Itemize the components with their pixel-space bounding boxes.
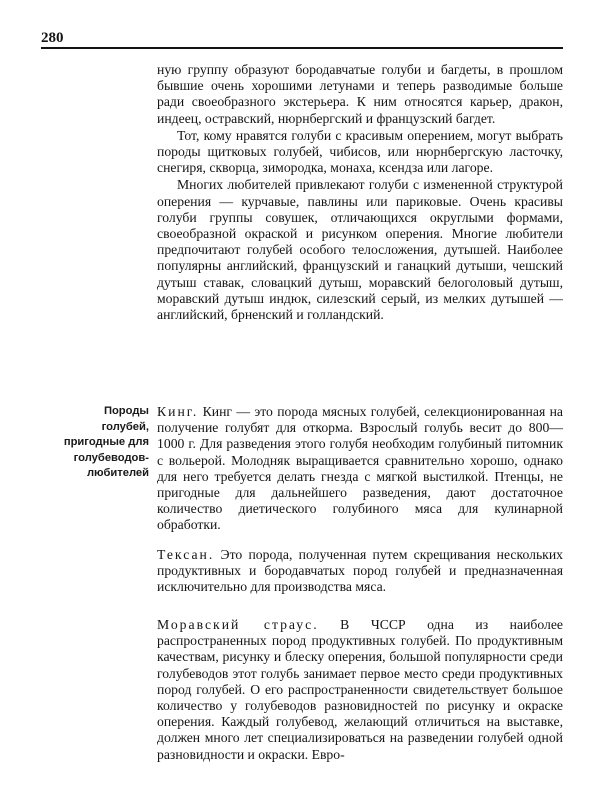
breed-texan xyxy=(157,547,563,596)
breed-king xyxy=(157,404,563,534)
breed-paragraph xyxy=(157,404,563,534)
sidebar-line: Породы xyxy=(103,405,149,417)
header-rule xyxy=(41,47,563,49)
breed-paragraph xyxy=(157,617,563,763)
breed-moravian-strasser xyxy=(157,617,563,763)
paragraph: Тот, кому нравятся голуби с красивым оперением, могут выбрать породы щитковых голубей, чибисов, или нюрнбергскую ласточку, снегиря, скворца, зимородка, монаха, ксендза или лагоре. xyxy=(157,127,563,176)
breed-name: Тексан. xyxy=(157,547,215,562)
sidebar-line: любителей xyxy=(86,467,149,479)
breed-text: В ЧССР одна из наиболее распространенных пород продуктивных голубей. По продуктивным качествам, рисунку и блеску оперения, большой популярности среди голубеводов этот голубь занимает первое место среди продуктивных пород голубей. О его распространенности свидетельствует большое количество у голубеводов разновидностей по рисунку и окраске оперения. Каждый голубевод, желающий отличиться на выставке, должен много лет специализироваться на разведении голубей одной разновидности и окраски. Евро- xyxy=(157,617,563,762)
breed-text: Это порода, полученная путем скрещивания нескольких продуктивных и бородавчатых пород голубей и предназначенная исключительно для производства мяса. xyxy=(157,547,564,595)
breed-name: Моравский страус. xyxy=(157,617,319,632)
paragraph: Многих любителей привлекают голуби с измененной структурой оперения — курчавые, павлины или париковые. Очень красивы голуби группы совушек, отличающихся округлыми формами, своеобразной окраской и рисунком оперения. Многие любители предпочитают голубей особого телосложения, дутышей. Наиболее популярны английский, французский и ганацкий дутыши, чешский дутыш ставак, словацкий дутыш, моравский белоголовый дутыш, моравский дутыш индюк, силезский серый, из мелких дутышей — английский, брненский и голландский. xyxy=(157,177,563,323)
breed-name: Кинг. xyxy=(157,404,199,419)
paragraph: ную группу образуют бородавчатые голуби и багдеты, в прошлом бывшие очень хорошими летунами и теперь разводимые больше ради своеобразного экстерьера. К ним относятся карьер, дракон, индеец, остравский, нюрнбергский и французский багдет. xyxy=(157,62,563,126)
sidebar-line: голубей, xyxy=(101,420,149,433)
sidebar-heading xyxy=(41,404,149,482)
breed-paragraph xyxy=(157,547,563,596)
breed-text: Кинг — это порода мясных голубей, селекционированная на получение голубят для откорма. Взрослый голубь весит до 800—1000 г. Для разведения этого голубя необходим голубиный питомник с вольерой. Молодняк выращивается сравнительно хорошо, однако для него требуется делать гнезда с мягкой выстилкой. Птенцы, не пригодные для дальнейшего разведения, дают достаточное количество диетического голубиного мяса для кулинарной обработки. xyxy=(157,404,563,533)
sidebar-line: голубеводов- xyxy=(73,451,149,464)
sidebar-line: пригодные для xyxy=(63,436,149,448)
page-number: 280 xyxy=(41,30,64,46)
intro-text xyxy=(157,62,563,323)
